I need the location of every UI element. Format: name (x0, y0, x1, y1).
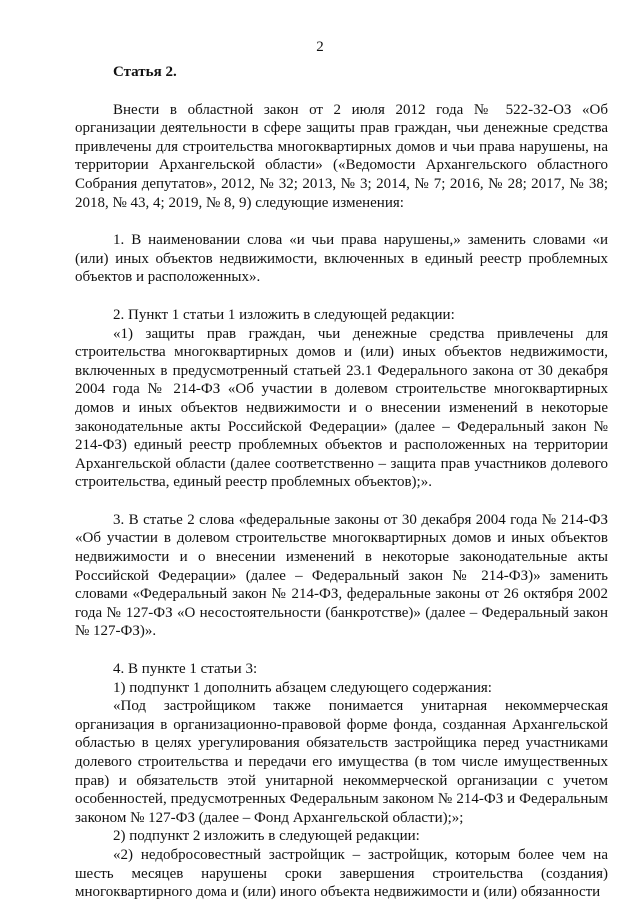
paragraph-intro: Внести в областной закон от 2 июля 2012 года № 522-32-ОЗ «Об организации деятельности в сфере защиты прав граждан, чьи денежные средства привлечены для строительства многоквартирных домов и чьи права нарушены, на территории Архангельской области» («Ведомости Архангельского областного Собрания депутатов», 2012, № 32; 2013, № 3; 2014, № 7; 2016, № 28; 2017, № 38; 2018, № 43, 4; 2019, № 8, 9) следующие изменения: (75, 101, 608, 211)
spacer (75, 641, 608, 660)
paragraph-item-2-text: «1) защиты прав граждан, чьи денежные средства привлечены для строительства многоквартирных домов и (или) иных объектов недвижимости, включенных в предусмотренный статьей 23.1 Федерального закона от 30 декабря 2004 года № 214-ФЗ «Об участии в долевом строительстве многоквартирных домов и иных объектов недвижимости и о внесении изменений в некоторые законодательные акты Российской Федерации» (далее – Федеральный закон № 214-ФЗ) единый реестр проблемных объектов и расположенных на территории Архангельской области (далее соответственно – защита прав участников долевого строительства, единый реестр проблемных объектов);». (75, 325, 608, 491)
spacer (75, 492, 608, 511)
paragraph-item-4: 4. В пункте 1 статьи 3: (113, 661, 258, 678)
document-body (75, 63, 608, 902)
paragraph-subitem-2: 2) подпункт 2 изложить в следующей редакции: (113, 828, 420, 845)
page-number: 2 (316, 39, 324, 55)
article-title: Статья 2. (113, 64, 177, 80)
spacer (75, 287, 608, 306)
paragraph-subitem-2-text: «2) недобросовестный застройщик – застройщик, которым более чем на шесть месяцев нарушены сроки завершения строительства (создания) многоквартирного дома и (или) иного объекта недвижимости и (или) обязанности (75, 846, 608, 901)
spacer (75, 212, 608, 231)
paragraph-item-1: 1. В наименовании слова «и чьи права нарушены,» заменить словами «и (или) иных объектов недвижимости, включенных в единый реестр проблемных объектов и расположенных». (75, 232, 608, 286)
spacer (75, 82, 608, 101)
paragraph-subitem-1-text: «Под застройщиком также понимается унитарная некоммерческая организация в организационно-правовой форме фонда, созданная Архангельской областью в целях урегулирования обязательств застройщика перед участниками долевого строительства и передачи его имущества (в том числе имущественных прав) и обязательств этой унитарной некоммерческой организации с учетом особенностей, предусмотренных Федеральным законом № 214-ФЗ и Федеральным законом № 127-ФЗ (далее – Фонд Архангельской области);»; (75, 698, 608, 826)
paragraph-item-3: 3. В статье 2 слова «федеральные законы от 30 декабря 2004 года № 214-ФЗ «Об участии в долевом строительстве многоквартирных домов и иных объектов недвижимости и о внесении изменений в некоторые законодательные акты Российской Федерации» (далее – Федеральный закон № 214-ФЗ)» заменить словами «Федеральный закон № 214-ФЗ, федеральные законы от 26 октября 2002 года № 127-ФЗ «О несостоятельности (банкротстве)» (далее – Федеральный закон № 127-ФЗ)». (75, 511, 608, 640)
paragraph-item-2: 2. Пункт 1 статьи 1 изложить в следующей редакции: (113, 306, 455, 323)
paragraph-subitem-1: 1) подпункт 1 дополнить абзацем следующего содержания: (113, 679, 492, 696)
